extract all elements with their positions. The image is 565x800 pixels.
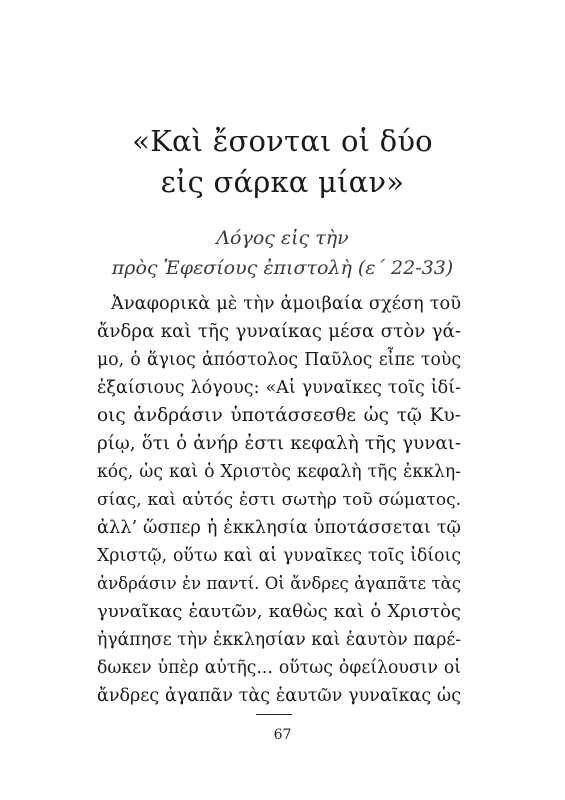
- body-line: ἄνδρα καὶ τῆς γυναίκας μέσα στὸν γά-: [97, 321, 461, 342]
- body-line: Ἀναφορικὰ μὲ τὴν ἀμοιβαία σχέση τοῦ: [111, 294, 461, 314]
- chapter-title-line-1: «Καὶ ἔσονται οἱ δύο: [132, 124, 433, 158]
- chapter-subtitle-line-2: πρὸς Ἐφεσίους ἐπιστολὴ (ε΄ 22-33): [111, 257, 454, 279]
- chapter-subtitle-line-1: Λόγος εἰς τὴν: [216, 227, 349, 249]
- body-paragraph: [97, 290, 461, 710]
- body-line: κός, ὡς καὶ ὁ Χριστὸς κεφαλὴ τῆς ἐκκλη-: [97, 462, 461, 482]
- chapter-title-line-2: εἰς σάρκα μίαν»: [160, 165, 405, 199]
- chapter-subtitle: [0, 223, 565, 283]
- footer-rule: [256, 714, 292, 715]
- body-line: ἄνδρες ἀγαπᾶν τὰς ἑαυτῶν γυναῖκας ὡς: [97, 686, 461, 706]
- body-line: οις ἀνδράσιν ὑποτάσσεσθε ὡς τῷ Κυ-: [97, 405, 461, 426]
- body-line: ἐξαίσιους λόγους: «Αἱ γυναῖκες τοῖς ἰδί-: [97, 378, 461, 398]
- chapter-title: [0, 121, 565, 203]
- body-line: σίας, καὶ αὐτός ἐστι σωτὴρ τοῦ σώματος.: [97, 490, 461, 510]
- body-line: γυναῖκας ἑαυτῶν, καθὼς καὶ ὁ Χριστὸς: [97, 601, 461, 622]
- body-line: ἀλλ’ ὥσπερ ἡ ἐκκλησία ὑποτάσσεται τῷ: [97, 518, 461, 538]
- body-line: μο, ὁ ἅγιος ἀπόστολος Παῦλος εἶπε τοὺς: [97, 350, 461, 370]
- body-line: δωκεν ὑπὲρ αὐτῆς... οὕτως ὀφείλουσιν οἱ: [97, 658, 461, 678]
- body-line: ἠγάπησε τὴν ἐκκλησίαν καὶ ἑαυτὸν παρέ-: [97, 630, 462, 650]
- body-line: Χριστῷ, οὕτω καὶ αἱ γυναῖκες τοῖς ἰδίοις: [97, 546, 461, 566]
- body-line: ρίῳ, ὅτι ὁ ἀνήρ ἐστι κεφαλὴ τῆς γυναι-: [97, 433, 461, 454]
- page-number: 67: [273, 727, 292, 743]
- body-line: ἀνδράσιν ἐν παντί. Οἱ ἄνδρες ἀγαπᾶτε τὰς: [97, 574, 461, 593]
